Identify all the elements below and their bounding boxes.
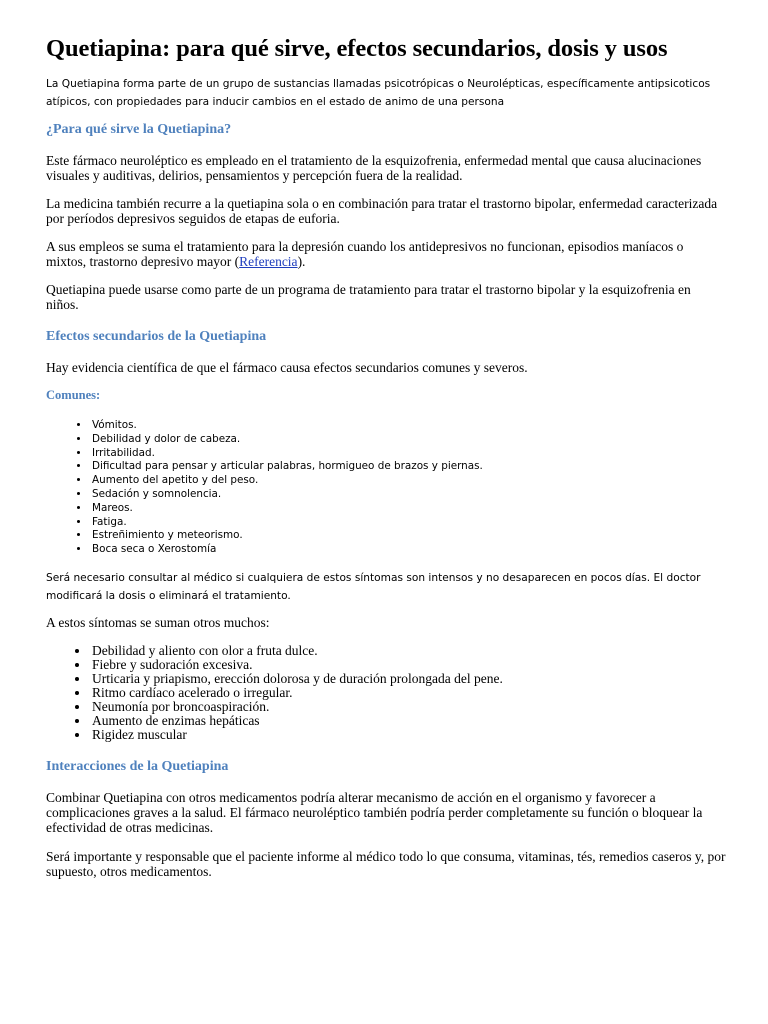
list-item: • Ritmo cardíaco acelerado o irregular. xyxy=(90,686,726,700)
reference-link[interactable]: Referencia xyxy=(239,254,298,269)
uses-paragraph-3-end: ). xyxy=(297,254,306,269)
section-heading-uses: ¿Para qué sirve la Quetiapina? xyxy=(46,122,232,137)
uses-paragraph-1: Este fármaco neuroléptico es empleado en el tratamiento de la esquizofrenia, enfermedad mental que causa alucinaciones visuales y auditivas, delirios, pensamientos y percepción fuera de la realidad. xyxy=(46,153,702,183)
doctor-note: Será necesario consultar al médico si cualquiera de estos síntomas son intensos y no desaparecen en pocos días. El doctor modificará la dosis o eliminará el tratamiento. xyxy=(46,571,701,602)
list-item: • Dificultad para pensar y articular palabras, hormigueo de brazos y piernas. xyxy=(90,460,726,474)
list-item: • Mareos. xyxy=(90,502,726,516)
list-item: • Debilidad y dolor de cabeza. xyxy=(90,433,726,447)
list-item: • Vómitos. xyxy=(90,419,726,433)
section-heading-interactions: Interacciones de la Quetiapina xyxy=(46,758,229,774)
common-subheading: Comunes: xyxy=(46,388,101,402)
other-symptoms-list xyxy=(46,644,726,742)
list-item: • Estreñimiento y meteorismo. xyxy=(90,529,726,543)
list-item: • Sedación y somnolencia. xyxy=(90,488,726,502)
common-effects-list xyxy=(46,419,726,557)
intro-paragraph: La Quetiapina forma parte de un grupo de sustancias llamadas psicotrópicas o Neurolépticas, específicamente antipsicoticos atípicos, con propiedades para inducir cambios en el estado de animo de una persona xyxy=(46,78,711,108)
list-item: • Irritabilidad. xyxy=(90,447,726,461)
list-item: • Rigidez muscular xyxy=(90,728,726,742)
list-item: • Fatiga. xyxy=(90,516,726,530)
uses-paragraph-4: Quetiapina puede usarse como parte de un programa de tratamiento para tratar el trastorno bipolar y la esquizofrenia en niños. xyxy=(46,282,691,312)
list-item: • Aumento del apetito y del peso. xyxy=(90,474,726,488)
uses-paragraph-3-text: A sus empleos se suma el tratamiento para la depresión cuando los antidepresivos no funcionan, episodios maníacos o mixtos, trastorno depresivo mayor ( xyxy=(46,239,684,269)
list-item: • Urticaria y priapismo, erección dolorosa y de duración prolongada del pene. xyxy=(90,672,726,686)
interactions-paragraph-1: Combinar Quetiapina con otros medicamentos podría alterar mecanismo de acción en el organismo y favorecer a complicaciones graves a la salud. El fármaco neuroléptico también podría perder completamente su función o bloquear la efectividad de otras medicinas. xyxy=(46,789,703,835)
list-item: • Debilidad y aliento con olor a fruta dulce. xyxy=(90,644,726,658)
page-title: Quetiapina: para qué sirve, efectos secundarios, dosis y usos xyxy=(46,35,668,62)
list-item: • Neumonía por broncoaspiración. xyxy=(90,700,726,714)
other-symptoms-intro: A estos síntomas se suman otros muchos: xyxy=(46,614,270,630)
document-page xyxy=(46,34,726,892)
interactions-paragraph-2: Será importante y responsable que el paciente informe al médico todo lo que consuma, vitaminas, tés, remedios caseros y, por supuesto, otros medicamentos. xyxy=(46,848,726,879)
list-item: • Fiebre y sudoración excesiva. xyxy=(90,658,726,672)
list-item: • Aumento de enzimas hepáticas xyxy=(90,714,726,728)
side-effects-paragraph: Hay evidencia científica de que el fármaco causa efectos secundarios comunes y severos. xyxy=(46,360,528,375)
list-item: • Boca seca o Xerostomía xyxy=(90,543,726,557)
section-heading-side-effects: Efectos secundarios de la Quetiapina xyxy=(46,329,267,344)
uses-paragraph-3 xyxy=(46,239,726,269)
uses-paragraph-2: La medicina también recurre a la quetiapina sola o en combinación para tratar el trastorno bipolar, enfermedad caracterizada por períodos depresivos seguidos de etapas de euforia. xyxy=(46,196,718,226)
